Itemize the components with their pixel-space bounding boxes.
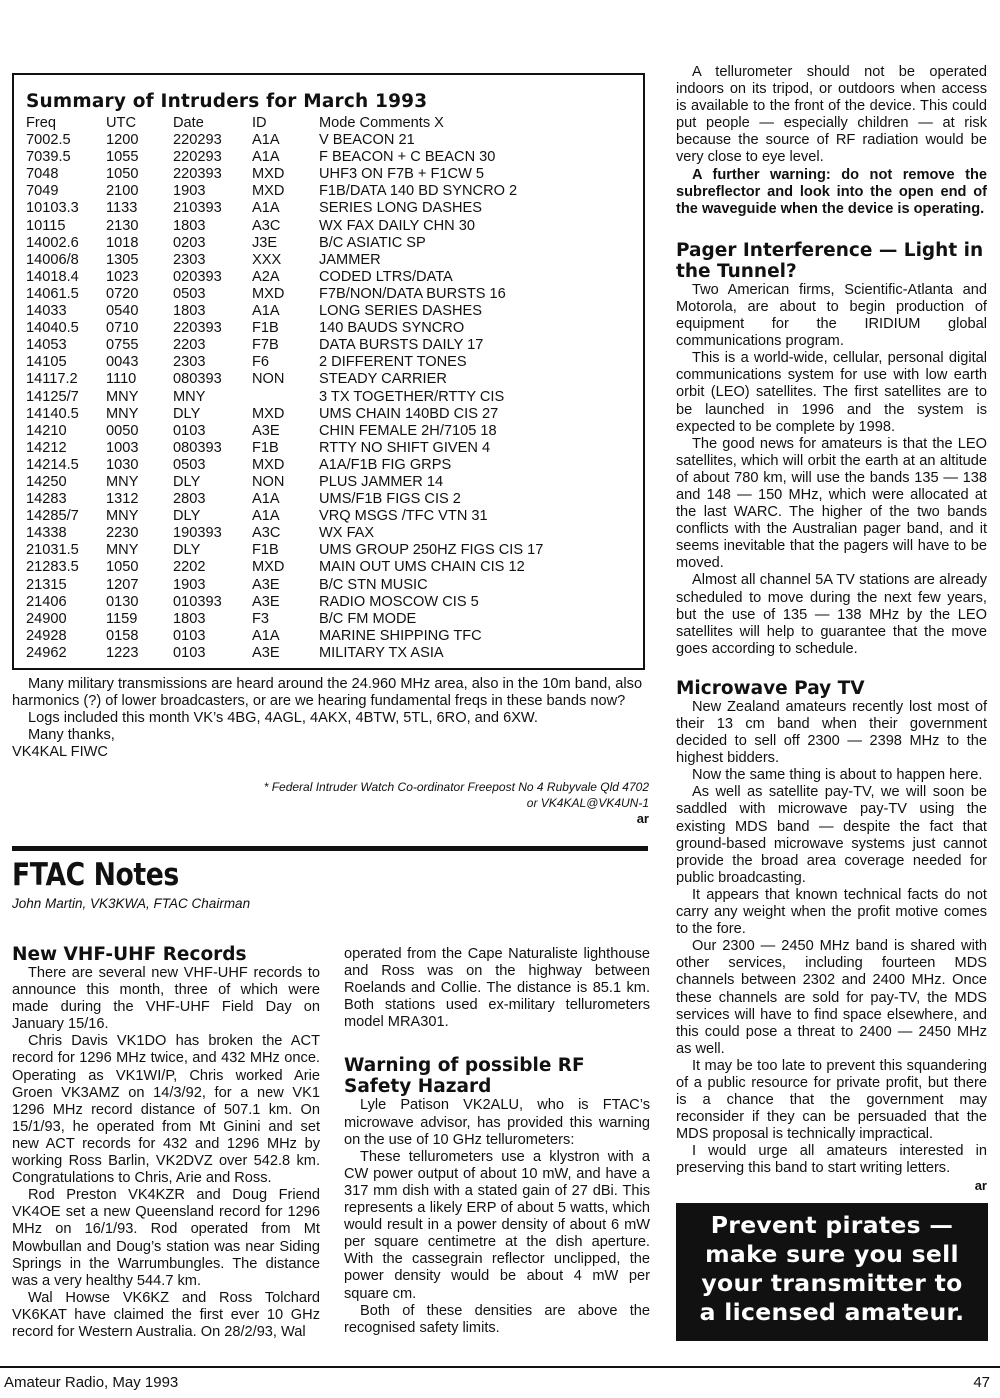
column-header: Freq — [26, 115, 57, 131]
table-cell: 0203 — [173, 234, 206, 251]
table-cell: 220293 — [173, 149, 222, 166]
table-cell: F6 — [252, 354, 270, 371]
column-header: Date — [173, 115, 204, 131]
table-cell: 14053 — [26, 337, 67, 354]
table-cell: 1223 — [106, 644, 139, 661]
table-cell: 10115 — [26, 217, 66, 234]
table-cell: F1B — [252, 439, 279, 456]
column-header: ID — [252, 115, 267, 131]
table-cell: 1803 — [173, 217, 206, 234]
intruder-credit — [12, 779, 649, 827]
intruder-summary-box — [12, 73, 645, 670]
table-cell: 1159 — [106, 610, 138, 627]
banner-line: your transmitter to — [701, 1269, 963, 1297]
table-cell: A1A — [252, 508, 280, 525]
table-cell: UMS/F1B FIGS CIS 2 — [319, 491, 461, 508]
table-cell: 14212 — [26, 439, 67, 456]
table-cell: 24962 — [26, 644, 67, 661]
vhf-paragraph-continued: operated from the Cape Naturaliste lighthouse and Ross was on the highway between Roelands and Collie. The distance is 85.1 km. Both stations used ex-military tellurometers model MRA301. — [344, 946, 650, 1031]
page-number: 47 — [973, 1374, 990, 1391]
table-cell: 7049 — [26, 183, 59, 200]
table-cell: 14061.5 — [26, 285, 79, 302]
table-cell: 1312 — [106, 491, 139, 508]
table-cell: 2803 — [173, 491, 206, 508]
table-cell: 0720 — [106, 285, 139, 302]
table-cell: 0043 — [106, 354, 139, 371]
publication-footer: Amateur Radio, May 1993 — [4, 1374, 179, 1391]
table-cell: 14033 — [26, 303, 67, 320]
table-cell: MNY — [106, 473, 139, 490]
table-cell: 0503 — [173, 456, 206, 473]
table-cell: 0103 — [173, 627, 206, 644]
table-cell: 7048 — [26, 166, 59, 183]
pager-paragraph: Two American firms, Scientific-Atlanta and Motorola, are about to begin production of equipment for the IRIDIUM global communications program. — [676, 281, 987, 350]
rf-safety-paragraph: Both of these densities are above the recognised safety limits. — [344, 1302, 650, 1336]
table-cell: 14125/7 — [26, 388, 79, 405]
table-cell: 1200 — [106, 132, 139, 149]
table-cell: 2303 — [173, 251, 206, 268]
column-header: Mode Comments X — [319, 115, 444, 131]
table-cell: 14002.6 — [26, 234, 79, 251]
table-cell: 1050 — [106, 166, 139, 183]
table-cell: V BEACON 21 — [319, 132, 415, 149]
table-cell: STEADY CARRIER — [319, 371, 447, 388]
table-cell: MXD — [252, 166, 285, 183]
end-mark: ar — [636, 811, 649, 826]
table-cell: 1305 — [106, 251, 139, 268]
table-cell: 0050 — [106, 422, 139, 439]
table-cell: MNY — [106, 508, 139, 525]
middle-column — [344, 946, 650, 1337]
banner-line: Prevent pirates — — [710, 1211, 954, 1239]
microwave-paragraph: Now the same thing is about to happen here. — [692, 767, 983, 784]
table-cell: MXD — [252, 559, 285, 576]
table-cell: 210393 — [173, 200, 222, 217]
table-cell: SERIES LONG DASHES — [319, 200, 483, 217]
table-cell: 1803 — [173, 610, 206, 627]
table-cell: 2130 — [106, 217, 139, 234]
rf-safety-heading: Warning of possible RF Safety Hazard — [344, 1055, 585, 1098]
table-cell: 0710 — [106, 320, 139, 337]
table-cell: DATA BURSTS DAILY 17 — [319, 337, 484, 354]
table-cell: MNY — [106, 388, 139, 405]
table-cell: 2100 — [106, 183, 139, 200]
table-cell: 7039.5 — [26, 149, 71, 166]
table-cell: 1050 — [106, 559, 139, 576]
table-cell: MXD — [252, 456, 285, 473]
table-cell: F7B — [252, 337, 279, 354]
table-cell: 190393 — [173, 525, 222, 542]
table-cell: UMS GROUP 250HZ FIGS CIS 17 — [319, 542, 544, 559]
rf-safety-paragraph: These tellurometers use a klystron with a CW power output of about 10 mW, and have a 317 mm dish with a stated gain of 27 dBi. This represents a likely ERP of about 5 watts, which would result in a power density of about 6 mW per square centimetre at the dish aperture. With the cassegrain reflector unclipped, the power density would be about 4 mW per square cm. — [344, 1148, 650, 1302]
table-cell: 14210 — [26, 422, 67, 439]
table-cell: 14214.5 — [26, 456, 79, 473]
table-cell: 1003 — [106, 439, 139, 456]
table-cell: RTTY NO SHIFT GIVEN 4 — [319, 439, 491, 456]
rf-safety-warning: A further warning: do not remove the subreflector and look into the open end of the waveguide when the device is operating. — [676, 166, 987, 217]
table-cell: 1055 — [106, 149, 139, 166]
table-cell: A1A — [252, 627, 280, 644]
table-cell: UMS CHAIN 140BD CIS 27 — [319, 405, 499, 422]
table-cell: A3E — [252, 593, 280, 610]
right-column — [676, 64, 987, 1193]
table-cell: A3E — [252, 576, 280, 593]
microwave-heading: Microwave Pay TV — [676, 677, 865, 699]
table-cell: 2203 — [173, 337, 206, 354]
table-cell: 14040.5 — [26, 320, 79, 337]
table-cell: UHF3 ON F7B + F1CW 5 — [319, 166, 485, 183]
table-cell: 080393 — [173, 439, 222, 456]
table-cell: MXD — [252, 405, 285, 422]
table-cell: 24928 — [26, 627, 67, 644]
intruder-note-paragraph: Many military transmissions are heard around the 24.960 MHz area, also in the 10m band, also harmonics (?) of lower broadcasters, or are we hearing fundamental freqs in these bands now? — [12, 676, 643, 710]
table-cell: 14250 — [26, 473, 67, 490]
microwave-paragraph: New Zealand amateurs recently lost most of their 13 cm band when their government decided to sell off 2300 — 2398 MHz to the highest bidders. — [676, 698, 987, 767]
pager-paragraph: This is a world-wide, cellular, personal digital communications system for use with low earth orbit (LEO) satellites. The first satellites are to be launched in 1996 and the system is expected to be complete by 1998. — [676, 350, 987, 435]
table-cell: MILITARY TX ASIA — [319, 644, 444, 661]
table-cell: MNY — [106, 405, 139, 422]
table-cell: 7002.5 — [26, 132, 71, 149]
table-cell: 14338 — [26, 525, 67, 542]
table-cell: MAIN OUT UMS CHAIN CIS 12 — [319, 559, 525, 576]
table-cell: DLY — [173, 508, 201, 525]
table-cell: RADIO MOSCOW CIS 5 — [319, 593, 479, 610]
table-cell: 1903 — [173, 183, 206, 200]
intruder-notes — [12, 676, 648, 761]
prevent-pirates-banner — [676, 1203, 988, 1341]
table-cell: MXD — [252, 183, 285, 200]
column-header: UTC — [106, 115, 136, 131]
table-cell: 220393 — [173, 166, 222, 183]
table-cell: 14018.4 — [26, 268, 79, 285]
vhf-records-column — [12, 944, 320, 1341]
pager-paragraph: Almost all channel 5A TV stations are already scheduled to move during the next few years, but the use of 135 — 138 MHz by the LEO satellites will help to guarantee that the move goes according to schedule. — [676, 572, 987, 657]
table-cell: 10103.3 — [26, 200, 79, 217]
microwave-paragraph: It appears that known technical facts do not carry any weight when the profit motive comes to the fore. — [676, 886, 987, 938]
table-cell: 220293 — [173, 132, 222, 149]
table-cell: F1B — [252, 320, 279, 337]
table-cell: B/C ASIATIC SP — [319, 234, 426, 251]
table-cell: 0103 — [173, 644, 206, 661]
vhf-records-heading: New VHF-UHF Records — [12, 944, 247, 965]
table-cell: A3E — [252, 422, 280, 439]
table-cell: 21315 — [26, 576, 67, 593]
table-cell: CHIN FEMALE 2H/7105 18 — [319, 422, 497, 439]
table-cell: CODED LTRS/DATA — [319, 268, 453, 285]
table-cell: F3 — [252, 610, 270, 627]
microwave-paragraph: It may be too late to prevent this squandering of a public resource for private profit, but there is a chance that the government may reconsider if they can be persuaded that the MDS proposal is technically impractical. — [676, 1057, 987, 1143]
table-cell: XXX — [252, 251, 282, 268]
table-cell: NON — [252, 473, 285, 490]
section-rule — [12, 846, 648, 851]
end-mark: ar — [974, 1177, 987, 1193]
table-cell: 140 BAUDS SYNCRO — [319, 320, 465, 337]
intruder-thanks: Many thanks, — [28, 727, 115, 744]
microwave-paragraph: Our 2300 — 2450 MHz band is shared with other services, including fourteen MDS channels between 2302 and 2400 MHz. Once these channels are sold for pay-TV, the MDS services will have to find space elsewhere, and this could pose a threat to 2400 — 2450 MHz as well. — [676, 938, 987, 1057]
table-cell: 2230 — [106, 525, 139, 542]
table-cell: 21031.5 — [26, 542, 79, 559]
table-cell: 1207 — [106, 576, 139, 593]
table-cell: F1B — [252, 542, 279, 559]
intruder-credit-line: * Federal Intruder Watch Co-ordinator Freepost No 4 Rubyvale Qld 4702 — [263, 780, 649, 794]
table-cell: 2 DIFFERENT TONES — [319, 354, 467, 371]
table-cell: 2303 — [173, 354, 206, 371]
microwave-paragraph: As well as satellite pay-TV, we will soon be saddled with microwave pay-TV using the existing MDS band — despite the fact that ground-based microwave systems just cannot provide the broad area coverage needed for public broadcasting. — [676, 784, 987, 886]
table-cell: A1A — [252, 491, 280, 508]
intruder-signature: VK4KAL FIWC — [12, 744, 108, 761]
table-cell: 14283 — [26, 491, 67, 508]
table-cell: 1133 — [106, 200, 138, 217]
table-cell: MNY — [173, 388, 206, 405]
table-cell: 14006/8 — [26, 251, 79, 268]
banner-line: a licensed amateur. — [699, 1298, 965, 1326]
table-cell: A3E — [252, 644, 280, 661]
table-cell: VRQ MSGS /TFC VTN 31 — [319, 508, 488, 525]
table-cell: 010393 — [173, 593, 222, 610]
microwave-paragraph: I would urge all amateurs interested in preserving this band to start writing letters. — [676, 1143, 987, 1177]
table-cell: 0540 — [106, 303, 139, 320]
table-cell: 0158 — [106, 627, 139, 644]
table-cell: F7B/NON/DATA BURSTS 16 — [319, 285, 506, 302]
table-cell: 14105 — [26, 354, 67, 371]
table-cell: MARINE SHIPPING TFC — [319, 627, 482, 644]
table-cell: 1018 — [106, 234, 139, 251]
table-cell: LONG SERIES DASHES — [319, 303, 483, 320]
table-cell: MNY — [106, 542, 139, 559]
table-cell: 24900 — [26, 610, 67, 627]
table-cell: 21406 — [26, 593, 67, 610]
table-cell: J3E — [252, 234, 278, 251]
table-cell: 14117.2 — [26, 371, 78, 388]
table-cell: MXD — [252, 285, 285, 302]
table-cell: A3C — [252, 525, 281, 542]
vhf-paragraph: Chris Davis VK1DO has broken the ACT record for 1296 MHz twice, and 432 MHz once. Operating as VK1WI/P, Chris worked Arie Groen VK3AMZ on 14/3/92, for a new VK1 1296 MHz record distance of 507.1 km. On 15/1/93, he operated from Mt Ginini and set new ACT records for 432 and 1296 MHz by working Ross Barlin, VK2DVZ over 542.8 km. Congratulations to Chris, Arie and Ross. — [12, 1033, 320, 1187]
table-cell: DLY — [173, 405, 201, 422]
table-cell: A1A — [252, 132, 280, 149]
intruder-logs-paragraph: Logs included this month VK’s 4BG, 4AGL, 4AKX, 4BTW, 5TL, 6RO, and 6XW. — [28, 710, 538, 727]
table-cell: 1803 — [173, 303, 206, 320]
banner-line: make sure you sell — [705, 1240, 959, 1268]
table-cell: A1A — [252, 200, 280, 217]
table-cell: 220393 — [173, 320, 222, 337]
table-cell: WX FAX DAILY CHN 30 — [319, 217, 475, 234]
table-cell: 1903 — [173, 576, 206, 593]
rf-safety-paragraph: Lyle Patison VK2ALU, who is FTAC’s microwave advisor, has provided this warning on the use of 10 GHz tellurometers: — [344, 1097, 650, 1148]
table-cell: 1023 — [106, 268, 139, 285]
table-cell: DLY — [173, 542, 201, 559]
table-cell: 0130 — [106, 593, 139, 610]
ftac-byline: John Martin, VK3KWA, FTAC Chairman — [12, 896, 251, 911]
vhf-paragraph: Wal Howse VK6KZ and Ross Tolchard VK6KAT have claimed the first ever 10 GHz record for Western Australia. On 28/2/93, Wal — [12, 1289, 320, 1340]
table-cell: 020393 — [173, 268, 222, 285]
table-cell: A1A/F1B FIG GRPS — [319, 456, 452, 473]
table-cell: A1A — [252, 149, 280, 166]
table-cell: B/C STN MUSIC — [319, 576, 428, 593]
intruder-credit-line: or VK4KAL@VK4UN-1 — [526, 796, 649, 810]
table-cell: JAMMER — [319, 251, 381, 268]
table-cell: 14140.5 — [26, 405, 79, 422]
table-cell: PLUS JAMMER 14 — [319, 473, 444, 490]
table-cell: WX FAX — [319, 525, 375, 542]
table-cell: 2202 — [173, 559, 206, 576]
table-cell: NON — [252, 371, 285, 388]
table-cell: 0103 — [173, 422, 206, 439]
footer-rule — [0, 1366, 1000, 1368]
table-cell: B/C FM MODE — [319, 610, 417, 627]
vhf-paragraph: There are several new VHF-UHF records to announce this month, three of which were made during the VHF-UHF Field Day on January 15/16. — [12, 965, 320, 1033]
pager-heading: Pager Interference — Light in the Tunnel? — [676, 239, 984, 282]
ftac-notes-title: FTAC Notes — [12, 857, 179, 893]
rf-safety-paragraph: A tellurometer should not be operated indoors on its tripod, or outdoors when access is available to the front of the device. This could put people — especially children — at risk because the source of RF radiation would be very close to eye level. — [676, 64, 987, 166]
table-cell: 1030 — [106, 456, 139, 473]
table-cell: 21283.5 — [26, 559, 79, 576]
table-cell: 0503 — [173, 285, 206, 302]
table-cell: 0755 — [106, 337, 139, 354]
vhf-paragraph: Rod Preston VK4KZR and Doug Friend VK4OE set a new Queensland record for 1296 MHz on 16/1/93. Rod operated from Mt Mowbullan and Doug’s station was near Siding Springs in the Warrumbungles. The distance was a very healthy 544.7 km. — [12, 1187, 320, 1289]
table-cell: 080393 — [173, 371, 222, 388]
table-cell: A1A — [252, 303, 280, 320]
table-cell: 1110 — [106, 371, 137, 388]
table-cell: F1B/DATA 140 BD SYNCRO 2 — [319, 183, 518, 200]
intruder-summary-title: Summary of Intruders for March 1993 — [26, 91, 428, 112]
table-cell: 3 TX TOGETHER/RTTY CIS — [319, 388, 505, 405]
table-cell: A2A — [252, 268, 280, 285]
table-cell: A3C — [252, 217, 281, 234]
pager-paragraph: The good news for amateurs is that the LEO satellites, which will orbit the earth at an altitude of about 780 km, will use the bands 135 — 138 and 148 — 150 MHz, which were allocated at the last WARC. The higher of the two bands conflicts with the Australian pager band, and it seems inevitable that the pagers will have to be moved. — [676, 435, 987, 572]
table-cell: DLY — [173, 473, 201, 490]
table-cell: F BEACON + C BEACN 30 — [319, 149, 496, 166]
table-cell: 14285/7 — [26, 508, 79, 525]
